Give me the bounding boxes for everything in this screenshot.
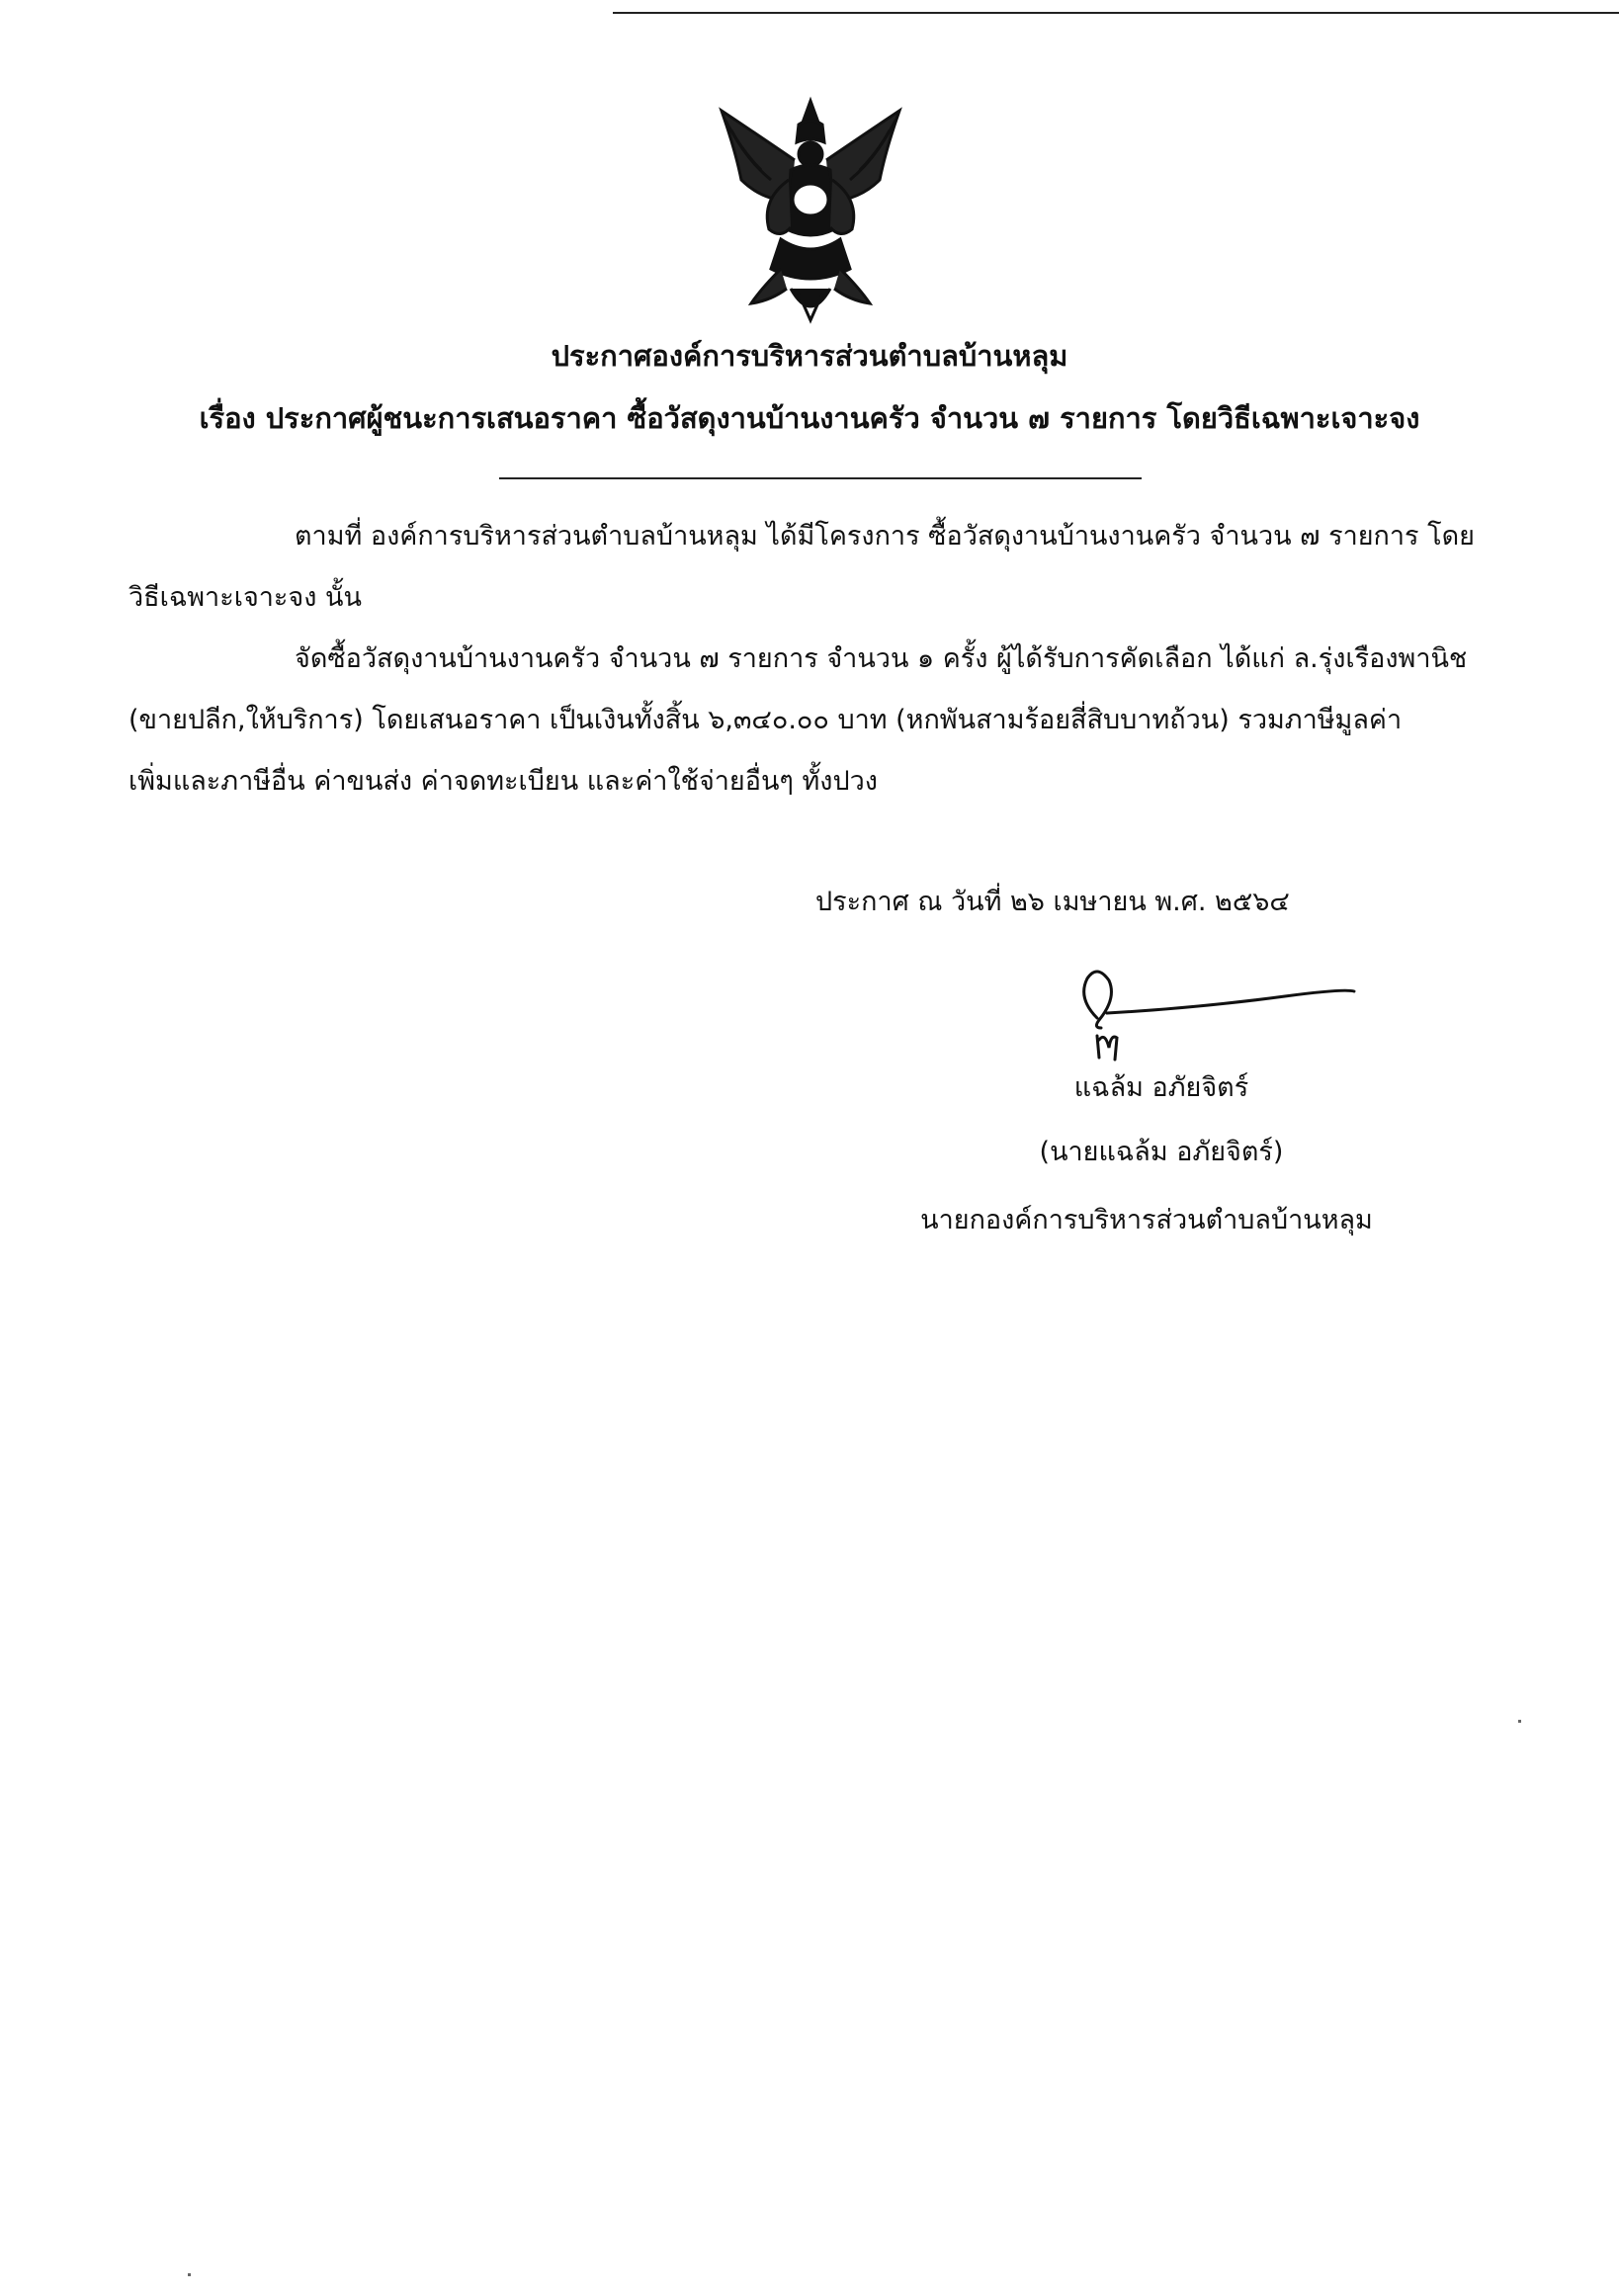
handwritten-signature — [1058, 959, 1394, 1067]
separator-line — [499, 477, 1142, 479]
paragraph-1-line-1: ตามที่ องค์การบริหารส่วนตำบลบ้านหลุม ได้มีโครงการ ซื้อวัสดุงานบ้านงานครัว จำนวน ๗ รายการ โดย — [295, 521, 1475, 552]
signatory-full-name: (นายแฉล้ม อภัยจิตร์) — [1039, 1137, 1284, 1167]
paragraph-2-line-2: (ขายปลีก,ให้บริการ) โดยเสนอราคา เป็นเงินทั้งสิ้น ๖,๓๔๐.๐๐ บาท (หกพันสามร้อยสี่สิบบาทถ้วน) รวมภาษีมูลค่า — [128, 705, 1403, 735]
announcement-title: ประกาศองค์การบริหารส่วนตำบลบ้านหลุม — [551, 339, 1068, 373]
garuda-emblem — [712, 91, 909, 328]
scan-speck — [1518, 1720, 1521, 1723]
signatory-position: นายกองค์การบริหารส่วนตำบลบ้านหลุม — [920, 1205, 1373, 1235]
signature-name-handwritten: แฉล้ม อภัยจิตร์ — [1073, 1072, 1249, 1103]
scan-edge-line — [613, 12, 1619, 14]
announcement-date: ประกาศ ณ วันที่ ๒๖ เมษายน พ.ศ. ๒๕๖๔ — [815, 887, 1290, 917]
scan-speck — [188, 2273, 191, 2276]
announcement-subject: เรื่อง ประกาศผู้ชนะการเสนอราคา ซื้อวัสดุงานบ้านงานครัว จำนวน ๗ รายการ โดยวิธีเฉพาะเจาะจง — [199, 401, 1420, 435]
paragraph-1-line-2: วิธีเฉพาะเจาะจง นั้น — [128, 582, 362, 613]
paragraph-2-line-1: จัดซื้อวัสดุงานบ้านงานครัว จำนวน ๗ รายการ จำนวน ๑ ครั้ง ผู้ได้รับการคัดเลือก ได้แก่ ล.รุ่งเรืองพานิช — [295, 643, 1468, 674]
paragraph-2-line-3: เพิ่มและภาษีอื่น ค่าขนส่ง ค่าจดทะเบียน และค่าใช้จ่ายอื่นๆ ทั้งปวง — [128, 766, 878, 797]
